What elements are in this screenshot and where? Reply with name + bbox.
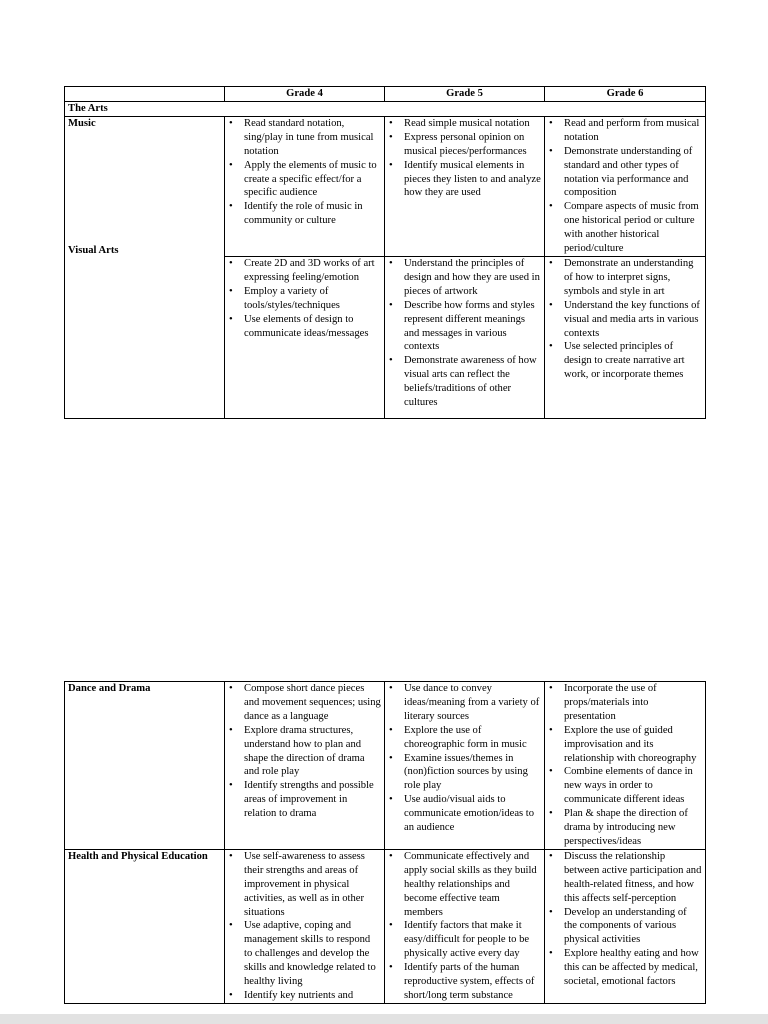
health-pe-grade-6-cell	[545, 849, 706, 1003]
health-pe-grade-4-cell	[225, 849, 385, 1003]
list-item: • Demonstrate understanding of standard and other types of notation via performance and composition	[548, 145, 702, 201]
header-grade-4: Grade 4	[225, 87, 385, 102]
list-item: • Use audio/visual aids to communicate emotion/ideas to an audience	[388, 793, 541, 835]
visual-arts-grade-5-cell	[385, 256, 545, 418]
music-grade-4-cell	[225, 116, 385, 256]
section-row-the-arts	[65, 102, 706, 117]
list-item: • Use selected principles of design to create narrative art work, or incorporate themes	[548, 340, 702, 382]
visual-arts-grade-4-cell	[225, 256, 385, 418]
header-grade-6: Grade 6	[545, 87, 706, 102]
list-item: • Explore the use of choreographic form in music	[388, 724, 541, 752]
list-item: • Communicate effectively and apply social skills as they build healthy relationships and become effective team members	[388, 850, 541, 920]
dance-drama-grade-4-cell	[225, 682, 385, 850]
header-grade-5: Grade 5	[385, 87, 545, 102]
list-item: • Apply the elements of music to create a specific effect/for a specific audience	[228, 159, 381, 201]
list-item: • Identify key nutrients and	[228, 989, 381, 1003]
subject-label-visual-arts: Visual Arts	[68, 244, 119, 256]
list-item: • Compose short dance pieces and movement sequences; using dance as a language	[228, 682, 381, 724]
music-grade-5-cell	[385, 116, 545, 256]
curriculum-table-dance-health	[64, 681, 706, 1004]
subject-label-music: Music	[68, 117, 96, 129]
list-item: • Read and perform from musical notation	[548, 117, 702, 145]
list-item: • Employ a variety of tools/styles/techniques	[228, 285, 381, 313]
section-title-the-arts: The Arts	[65, 102, 706, 117]
list-item: • Understand the principles of design and how they are used in pieces of artwork	[388, 257, 541, 299]
table-row-health-pe	[65, 849, 706, 1003]
list-item: • Explore healthy eating and how this can be affected by medical, societal, emotional factors	[548, 947, 702, 989]
list-item: • Read standard notation, sing/play in tune from musical notation	[228, 117, 381, 159]
list-item: • Identify factors that make it easy/difficult for people to be physically active every day	[388, 919, 541, 961]
health-pe-grade-5-cell	[385, 849, 545, 1003]
list-item: • Create 2D and 3D works of art expressing feeling/emotion	[228, 257, 381, 285]
subject-cell-music-visual-arts	[65, 116, 225, 418]
list-item: • Explore drama structures, understand how to plan and shape the direction of drama and role play	[228, 724, 381, 780]
header-row	[65, 87, 706, 102]
list-item: • Plan & shape the direction of drama by introducing new perspectives/ideas	[548, 807, 702, 849]
subject-label-health-pe: Health and Physical Education	[65, 849, 225, 1003]
list-item: • Understand the key functions of visual and media arts in various contexts	[548, 299, 702, 341]
music-grade-6-cell	[545, 116, 706, 256]
table-row-music	[65, 116, 706, 256]
dance-drama-grade-5-cell	[385, 682, 545, 850]
list-item: • Demonstrate awareness of how visual arts can reflect the beliefs/traditions of other cultures	[388, 354, 541, 410]
list-item: • Compare aspects of music from one historical period or culture with another historical period/culture	[548, 200, 702, 256]
curriculum-table-arts	[64, 86, 706, 419]
list-item: • Explore the use of guided improvisation and its relationship with choreography	[548, 724, 702, 766]
list-item: • Identify strengths and possible areas of improvement in relation to drama	[228, 779, 381, 821]
list-item: • Combine elements of dance in new ways in order to communicate different ideas	[548, 765, 702, 807]
list-item: • Use self-awareness to assess their strengths and areas of improvement in physical activities, as well as in other situations	[228, 850, 381, 920]
list-item: • Describe how forms and styles represent different meanings and messages in various contexts	[388, 299, 541, 355]
list-item: • Use dance to convey ideas/meaning from a variety of literary sources	[388, 682, 541, 724]
dance-drama-grade-6-cell	[545, 682, 706, 850]
visual-arts-grade-6-cell	[545, 256, 706, 418]
page-bottom-edge	[0, 1014, 768, 1024]
header-blank	[65, 87, 225, 102]
list-item: • Incorporate the use of props/materials into presentation	[548, 682, 702, 724]
list-item: • Demonstrate an understanding of how to interpret signs, symbols and style in art	[548, 257, 702, 299]
table-row-dance-drama	[65, 682, 706, 850]
list-item: • Discuss the relationship between active participation and health-related fitness, and how this affects self-perception	[548, 850, 702, 906]
list-item: • Use adaptive, coping and management skills to respond to challenges and develop the skills and knowledge related to healthy living	[228, 919, 381, 989]
list-item: • Read simple musical notation	[388, 117, 541, 131]
list-item: • Identify parts of the human reproductive system, effects of short/long term substance	[388, 961, 541, 1003]
list-item: • Express personal opinion on musical pieces/performances	[388, 131, 541, 159]
list-item: • Use elements of design to communicate ideas/messages	[228, 313, 381, 341]
list-item: • Examine issues/themes in (non)fiction sources by using role play	[388, 752, 541, 794]
list-item: • Identify the role of music in community or culture	[228, 200, 381, 228]
subject-label-dance-drama: Dance and Drama	[65, 682, 225, 850]
list-item: • Develop an understanding of the components of various physical activities	[548, 906, 702, 948]
list-item: • Identify musical elements in pieces they listen to and analyze how they are used	[388, 159, 541, 201]
